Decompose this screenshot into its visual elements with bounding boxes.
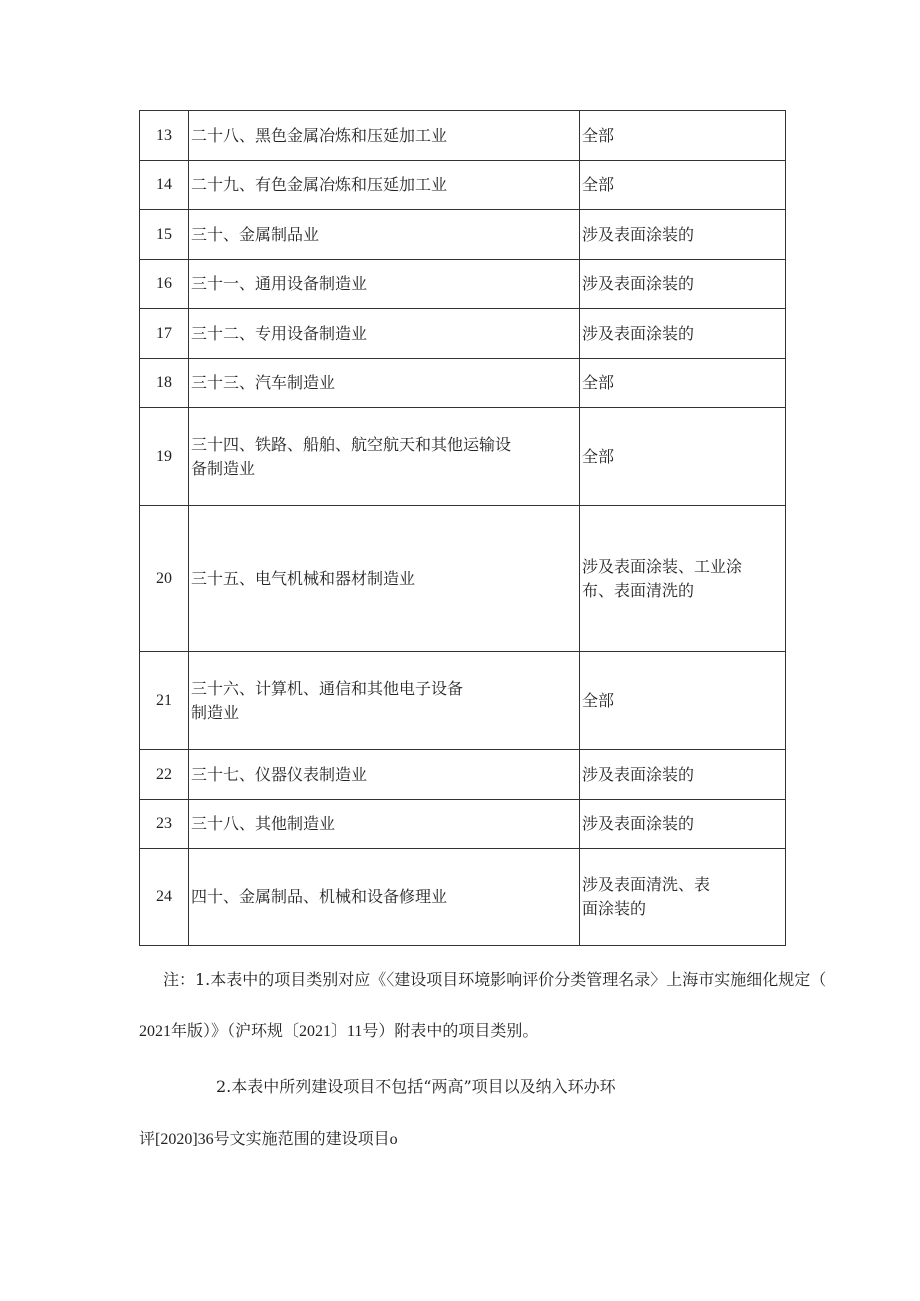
note-1-line-1: 注：1.本表中的项目类别对应《〈建设项目环境影响评价分类管理名录〉上海市实施细化规定（ <box>163 970 827 989</box>
category-line-1: 三十六、计算机、通信和其他电子设备 <box>191 678 464 698</box>
note-1-line-2: 2021年版）》（沪环规〔2021〕11号）附表中的项目类别。 <box>139 1023 539 1040</box>
row-number: 13 <box>140 111 189 161</box>
table-row <box>140 309 786 359</box>
row-number: 24 <box>140 849 189 946</box>
category-cell: 二十九、有色金属冶炼和压延加工业 <box>189 161 580 210</box>
scope-cell: 涉及表面涂装的 <box>580 210 786 260</box>
scope-cell: 涉及表面涂装的 <box>580 800 786 849</box>
table-row <box>140 408 786 506</box>
category-cell <box>189 408 580 506</box>
table-row <box>140 111 786 161</box>
table-row <box>140 506 786 652</box>
scope-line-2: 面涂装的 <box>582 899 647 918</box>
row-number: 23 <box>140 800 189 849</box>
scope-cell: 全部 <box>580 111 786 161</box>
category-cell: 三十一、通用设备制造业 <box>189 260 580 309</box>
scope-cell: 涉及表面涂装的 <box>580 260 786 309</box>
category-cell: 三十、金属制品业 <box>189 210 580 260</box>
table-row <box>140 161 786 210</box>
category-line-2: 制造业 <box>191 702 240 722</box>
scope-cell: 全部 <box>580 359 786 408</box>
scope-cell <box>580 849 786 946</box>
row-number: 21 <box>140 652 189 750</box>
scope-cell: 涉及表面涂装的 <box>580 309 786 359</box>
scope-cell: 全部 <box>580 408 786 506</box>
category-cell <box>189 652 580 750</box>
scope-cell: 全部 <box>580 161 786 210</box>
row-number: 18 <box>140 359 189 408</box>
category-line-1: 三十四、铁路、船舶、航空航天和其他运输设 <box>191 434 512 454</box>
table-row <box>140 849 786 946</box>
category-cell: 三十五、电气机械和器材制造业 <box>189 506 580 652</box>
scope-line-1: 涉及表面清洗、表 <box>582 875 711 894</box>
scope-line-2: 布、表面清洗的 <box>582 580 695 600</box>
scope-cell: 全部 <box>580 652 786 750</box>
table-row <box>140 800 786 849</box>
row-number: 15 <box>140 210 189 260</box>
row-number: 17 <box>140 309 189 359</box>
category-cell: 三十二、专用设备制造业 <box>189 309 580 359</box>
category-cell: 二十八、黑色金属冶炼和压延加工业 <box>189 111 580 161</box>
table-row <box>140 260 786 309</box>
scope-line-1: 涉及表面涂装、工业涂 <box>582 556 743 576</box>
category-cell: 四十、金属制品、机械和设备修理业 <box>189 849 580 946</box>
row-number: 20 <box>140 506 189 652</box>
scope-cell: 涉及表面涂装的 <box>580 750 786 800</box>
category-cell: 三十八、其他制造业 <box>189 800 580 849</box>
row-number: 16 <box>140 260 189 309</box>
row-number: 19 <box>140 408 189 506</box>
note-2-line-1: 2.本表中所列建设项目不包括“两高”项目以及纳入环办环 <box>216 1077 616 1096</box>
table-row <box>140 359 786 408</box>
project-category-table <box>139 110 786 946</box>
table-row <box>140 652 786 750</box>
scope-cell <box>580 506 786 652</box>
row-number: 14 <box>140 161 189 210</box>
category-line-2: 备制造业 <box>191 458 256 478</box>
table-row <box>140 750 786 800</box>
note-2-line-2: 评[2020]36号文实施范围的建设项目o <box>139 1131 398 1148</box>
table-row <box>140 210 786 260</box>
category-cell: 三十七、仪器仪表制造业 <box>189 750 580 800</box>
row-number: 22 <box>140 750 189 800</box>
category-cell: 三十三、汽车制造业 <box>189 359 580 408</box>
